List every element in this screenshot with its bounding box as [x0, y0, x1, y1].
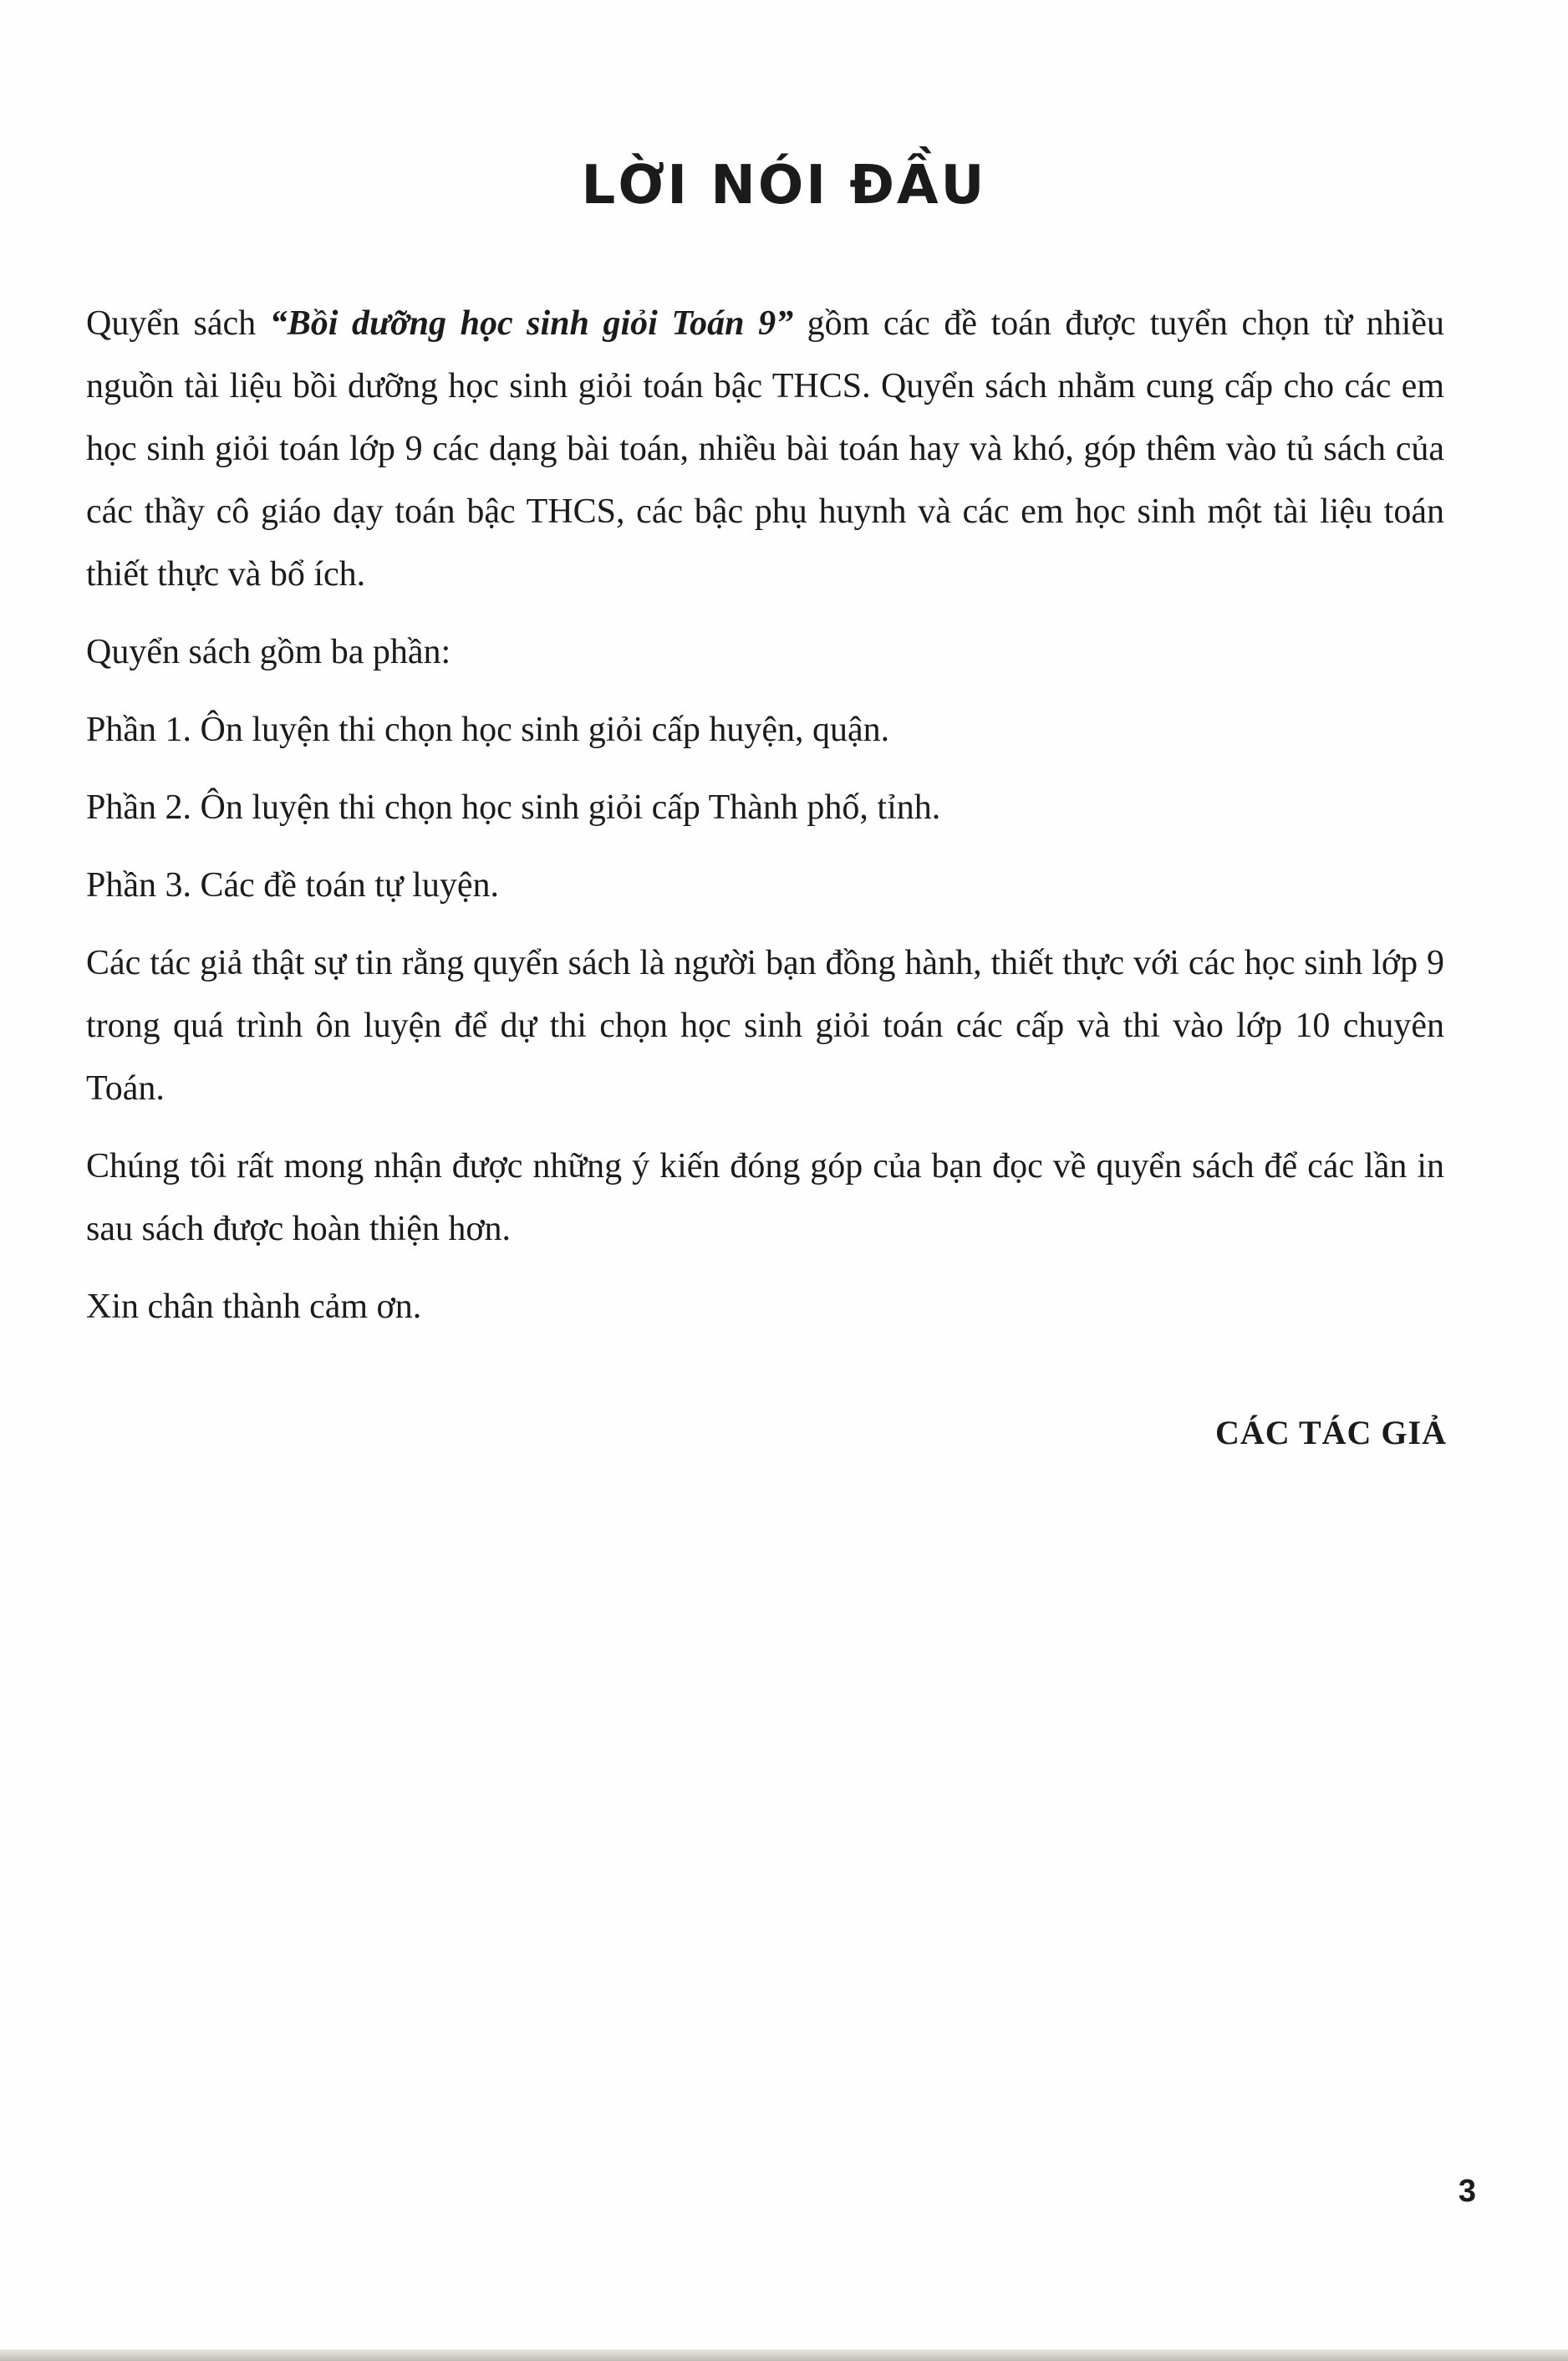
intro-paragraph — [86, 293, 1444, 606]
part-item-3: Phần 3. Các đề toán tự luyện. — [86, 866, 499, 905]
part-item-1: Phần 1. Ôn luyện thi chọn học sinh giỏi cấp huyện, quận. — [86, 711, 890, 749]
feedback-paragraph: Chúng tôi rất mong nhận được những ý kiến đóng góp của bạn đọc về quyển sách để các lần in sau sách được hoàn thiện hơn. — [86, 1147, 1444, 1248]
intro-before: Quyển sách — [86, 304, 270, 343]
preface-body — [86, 293, 1444, 1354]
thanks-line: Xin chân thành cảm ơn. — [86, 1288, 422, 1326]
intro-after: gồm các đề toán được tuyển chọn từ nhiều nguồn tài liệu bồi dưỡng học sinh giỏi toán bậc THCS. Quyển sách nhằm cung cấp cho các em học sinh giỏi toán lớp 9 các dạng bài toán, nhiều bài toán hay và khó, góp thêm vào tủ sách của các thầy cô giáo dạy toán bậc THCS, các bậc phụ huynh và các em học sinh một tài liệu toán thiết thực và bổ ích. — [86, 304, 1444, 594]
structure-intro: Quyển sách gồm ba phần: — [86, 633, 451, 671]
page-title: LỜI NÓI ĐẦU — [581, 155, 987, 217]
belief-paragraph: Các tác giả thật sự tin rằng quyển sách là người bạn đồng hành, thiết thực với các học sinh lớp 9 trong quá trình ôn luyện để dự thi chọn học sinh giỏi toán các cấp và thi vào lớp 10 chuyên Toán. — [86, 944, 1444, 1108]
page-bottom-edge — [0, 2349, 1568, 2361]
part-item-2: Phần 2. Ôn luyện thi chọn học sinh giỏi cấp Thành phố, tỉnh. — [86, 788, 941, 827]
page-number: 3 — [1458, 2174, 1476, 2209]
book-title: “Bồi dưỡng học sinh giỏi Toán 9” — [269, 304, 794, 343]
authors-signature: CÁC TÁC GIẢ — [1215, 1414, 1447, 1451]
